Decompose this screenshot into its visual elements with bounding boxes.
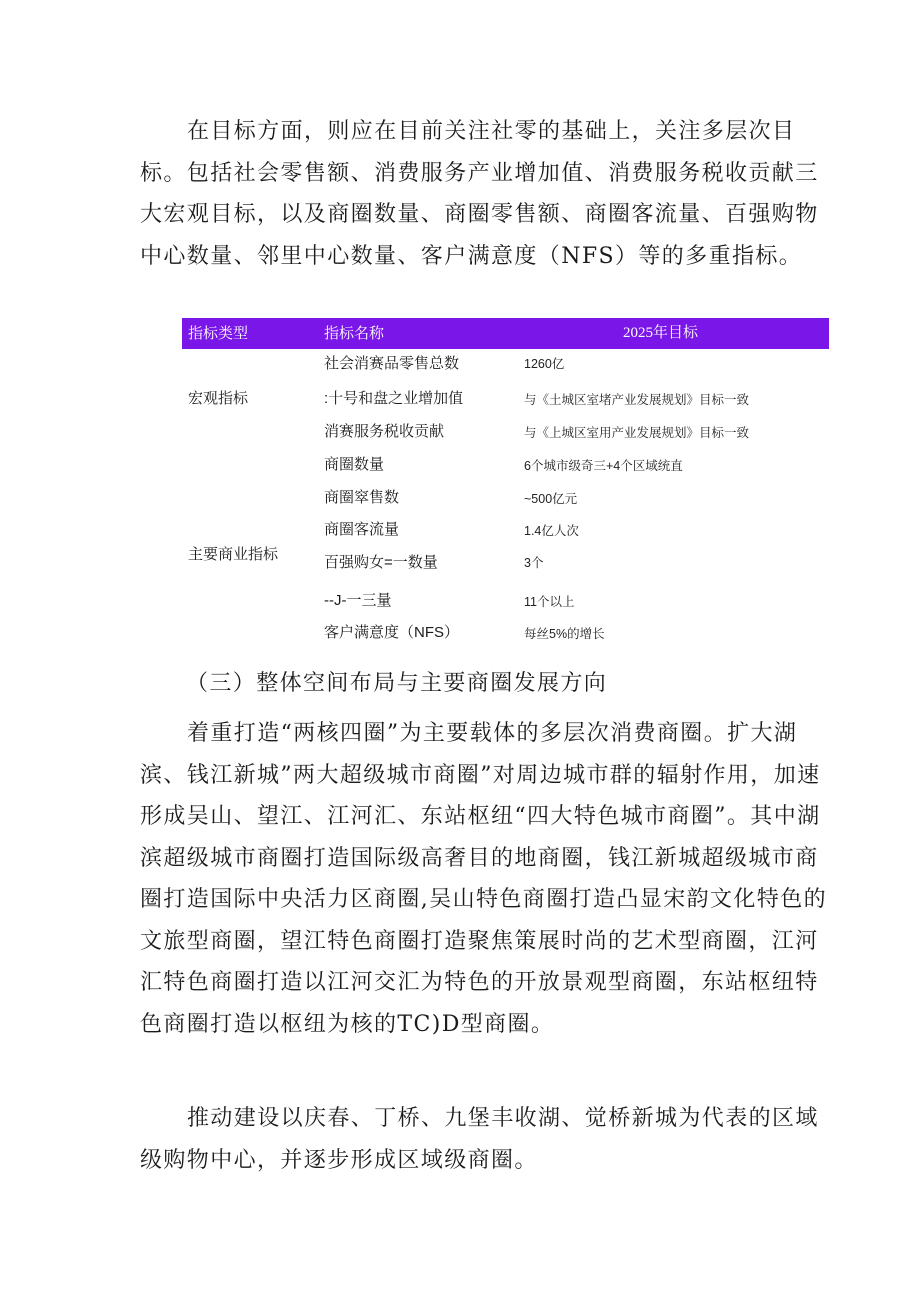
table-header-row (182, 318, 829, 349)
table-row-name: 商圈窣售数 (324, 489, 400, 506)
category-macro: 宏观指标 (188, 390, 249, 407)
table-row-name: 社会消赛品零售总数 (324, 355, 460, 372)
table-row-target: ~500亿元 (524, 492, 578, 506)
table-row-target: 与《土城区室堵产业发展规划》目标一致 (524, 393, 750, 407)
header-indicator-type: 指标类型 (188, 325, 249, 342)
table-row-target: 6个城市级奇三+4个区域统直 (524, 459, 683, 473)
table-row-name: 客户满意度（NFS） (324, 624, 460, 641)
paragraph-targets: 在目标方面，则应在目前关注社零的基础上，关注多层次目标。包括社会零售额、消费服务产业增加值、消费服务税收贡献三大宏观目标，以及商圈数量、商圈零售额、商圈客流量、百强购物中心数量、邻里中心数量、客户满意度（NFS）等的多重指标。 (140, 119, 819, 269)
indicator-table (182, 318, 829, 648)
table-row-target: 与《上城区室用产业发展规划》目标一致 (524, 426, 750, 440)
table-row-target: 3个 (524, 556, 544, 570)
table-row-target: 每丝5%的增长 (524, 627, 605, 641)
table-row-target: 1260亿 (524, 357, 565, 371)
table-row-name: --J-一三量 (324, 592, 392, 609)
paragraph-business-districts: 着重打造“两核四圈”为主要载体的多层次消费商圈。扩大湖滨、钱江新城”两大超级城市商圈”对周边城市群的辐射作用，加速形成吴山、望江、江河汇、东站枢纽“四大特色城市商圈”。其中湖滨超级城市商圈打造国际级高奢目的地商圈，钱江新城超级城市商圈打造国际中央活力区商圈,吴山特色商圈打造凸显宋韵文化特色的文旅型商圈，望江特色商圈打造聚焦策展时尚的艺术型商圈，江河汇特色商圈打造以江河交汇为特色的开放景观型商圈，东站枢纽特色商圈打造以枢纽为核的TC)D型商圈。 (140, 721, 827, 1037)
paragraph-regional-centers: 推动建设以庆春、丁桥、九堡丰收湖、觉桥新城为代表的区域级购物中心，并逐步形成区域级商圈。 (140, 1106, 819, 1173)
category-commercial: 主要商业指标 (188, 546, 279, 563)
table-row-name: 百强购女=一数量 (324, 554, 438, 571)
table-row-target: 1.4亿人次 (524, 524, 579, 538)
header-2025-target: 2025年目标 (623, 325, 699, 341)
table-row-name: 消赛服务税收贡献 (324, 423, 445, 440)
section-heading: （三）整体空间布局与主要商圈发展方向 (186, 671, 608, 696)
table-row-target: 11个以上 (524, 595, 575, 609)
header-indicator-name: 指标名称 (324, 325, 385, 342)
table-row-name: 商圈数量 (324, 456, 385, 473)
table-row-name: 商圈客流量 (324, 521, 400, 538)
table-row-name: :十号和盘之业增加值 (324, 390, 464, 407)
